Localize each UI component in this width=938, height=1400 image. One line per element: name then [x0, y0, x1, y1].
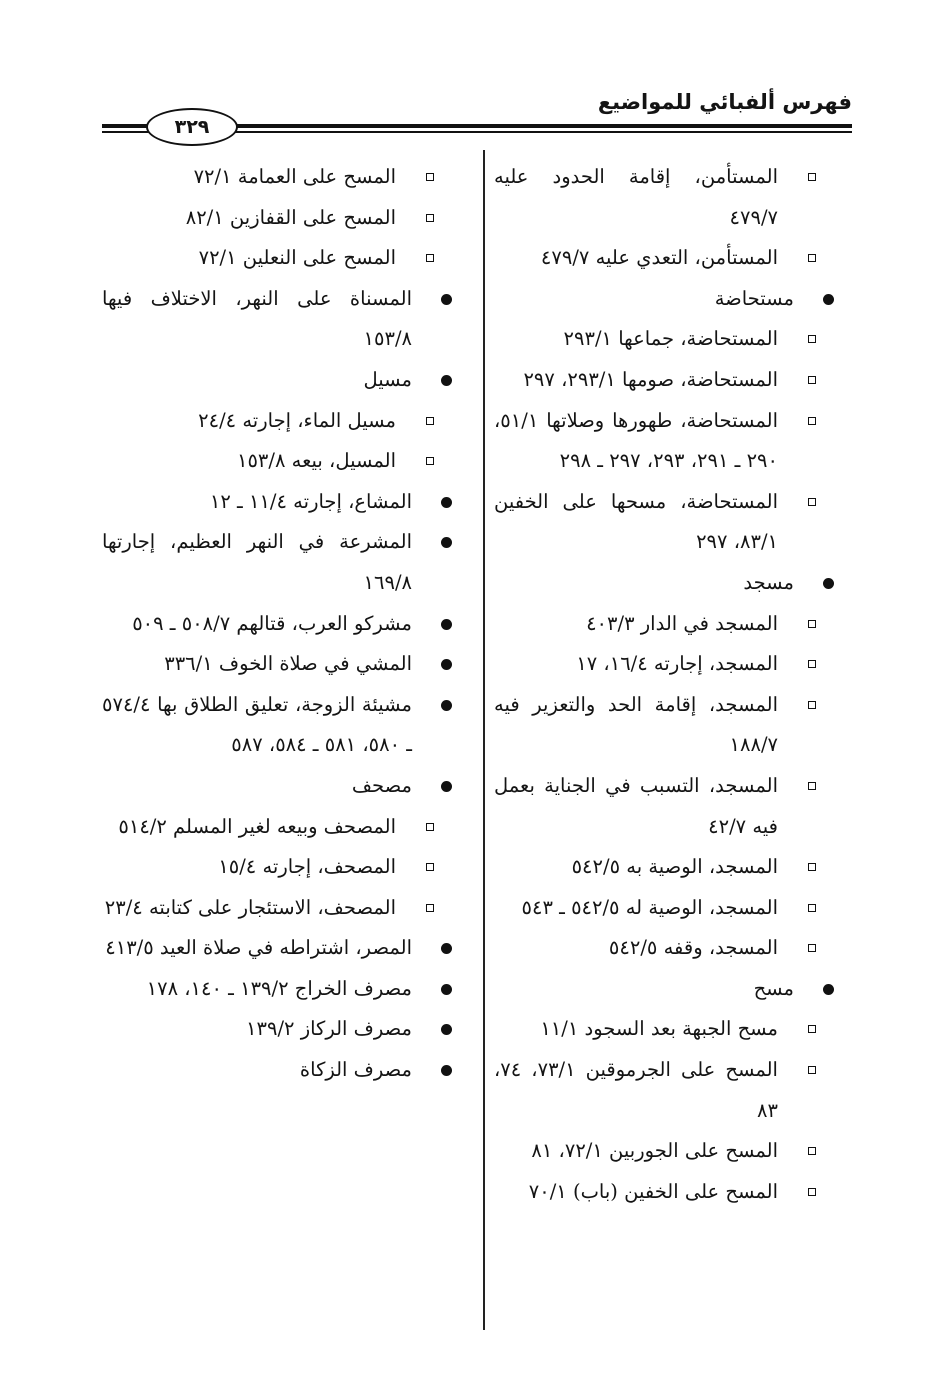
bullet-icon	[441, 537, 452, 548]
entry-text: مسيل	[363, 367, 412, 391]
index-entry-sub	[494, 360, 834, 401]
entry-text: المسجد، الوصية له ٥٤٢/٥ ـ ٥٤٣	[521, 895, 778, 919]
index-entry-main	[102, 766, 452, 807]
index-entry-sub	[494, 1050, 834, 1131]
square-bullet-icon	[426, 457, 434, 465]
square-bullet-icon	[808, 620, 816, 628]
bullet-icon	[823, 578, 834, 589]
entry-text: المصحف، الاستئجار على كتابته ٢٣/٤	[104, 895, 396, 919]
entry-text: المسح على الجرموقين ٧٣/١، ٧٤، ٨٣	[494, 1058, 778, 1122]
entry-text: مصرف الزكاة	[299, 1058, 412, 1082]
square-bullet-icon	[426, 214, 434, 222]
index-entry-sub	[494, 238, 834, 279]
square-bullet-icon	[808, 944, 816, 952]
square-bullet-icon	[808, 1147, 816, 1155]
square-bullet-icon	[808, 782, 816, 790]
index-entry-sub	[102, 157, 452, 198]
index-entry-sub	[494, 644, 834, 685]
square-bullet-icon	[808, 335, 816, 343]
index-entry-sub	[494, 685, 834, 766]
entry-text: المصر، اشتراطه في صلاة العيد ٤١٣/٥	[105, 936, 412, 960]
page-number: ٣٢٩	[146, 108, 238, 146]
bullet-icon	[441, 1024, 452, 1035]
index-entry-sub	[102, 401, 452, 442]
page-header	[102, 88, 852, 140]
right-column	[494, 157, 834, 1212]
entry-text: المسح على الخفين (باب) ٧٠/١	[528, 1179, 778, 1203]
index-entry-main	[102, 969, 452, 1010]
bullet-icon	[441, 659, 452, 670]
bullet-icon	[823, 294, 834, 305]
square-bullet-icon	[426, 254, 434, 262]
index-entry-main	[102, 928, 452, 969]
index-entry-sub	[494, 604, 834, 645]
index-entry-main	[102, 360, 452, 401]
entry-text: المسح على الجوربين ٧٢/١، ٨١	[531, 1139, 778, 1163]
index-entry-sub	[102, 441, 452, 482]
bullet-icon	[441, 294, 452, 305]
bullet-icon	[441, 1065, 452, 1076]
entry-text: المصحف وبيعه لغير المسلم ٥١٤/٢	[118, 814, 396, 838]
entry-text: مسيل الماء، إجارته ٢٤/٤	[198, 408, 396, 432]
index-entry-sub	[494, 766, 834, 847]
index-entry-main	[494, 969, 834, 1010]
square-bullet-icon	[808, 1025, 816, 1033]
index-entry-main	[102, 522, 452, 603]
index-entry-sub	[494, 1009, 834, 1050]
index-entry-main	[102, 482, 452, 523]
entry-text: مسح	[753, 976, 794, 1000]
entry-text: مسح الجبهة بعد السجود ١١/١	[540, 1017, 778, 1041]
square-bullet-icon	[426, 863, 434, 871]
index-entry-sub	[102, 238, 452, 279]
entry-text: المستأمن، إقامة الحدود عليه ٤٧٩/٧	[494, 165, 778, 229]
bullet-icon	[441, 700, 452, 711]
square-bullet-icon	[808, 254, 816, 262]
entry-text: المسجد في الدار ٤٠٣/٣	[586, 611, 778, 635]
entry-text: المستحاضة، صومها ٢٩٣/١، ٢٩٧	[523, 367, 778, 391]
entry-text: المشاع، إجارته ١١/٤ ـ ١٢	[209, 489, 412, 513]
square-bullet-icon	[808, 376, 816, 384]
entry-text: المسيل، بيعه ١٥٣/٨	[236, 449, 396, 473]
bullet-icon	[823, 984, 834, 995]
square-bullet-icon	[426, 417, 434, 425]
entry-text: مشيئة الزوجة، تعليق الطلاق بها ٥٧٤/٤ ـ ٥٨٠، ٥٨١ ـ ٥٨٤، ٥٨٧	[102, 692, 412, 757]
column-divider	[483, 150, 485, 1330]
square-bullet-icon	[808, 173, 816, 181]
index-entry-main	[494, 279, 834, 320]
entry-text: مصرف الركاز ١٣٩/٢	[246, 1017, 412, 1041]
index-entry-main	[102, 279, 452, 360]
index-entry-sub	[102, 198, 452, 239]
square-bullet-icon	[808, 701, 816, 709]
left-column	[102, 157, 452, 1091]
entry-text: المسجد، إقامة الحد والتعزير فيه ١٨٨/٧	[494, 692, 778, 757]
entry-text: المستحاضة، مسحها على الخفين ٨٣/١، ٢٩٧	[494, 489, 778, 554]
index-entry-main	[102, 1050, 452, 1091]
square-bullet-icon	[426, 823, 434, 831]
index-entry-main	[102, 644, 452, 685]
entry-text: مستحاضة	[714, 286, 794, 310]
index-entry-sub	[494, 928, 834, 969]
entry-text: المسجد، إجارته ١٦/٤، ١٧	[576, 652, 778, 676]
square-bullet-icon	[808, 660, 816, 668]
bullet-icon	[441, 943, 452, 954]
index-entry-main	[494, 563, 834, 604]
entry-text: المسح على النعلين ٧٢/١	[198, 246, 396, 270]
square-bullet-icon	[808, 1188, 816, 1196]
entry-text: مصرف الخراج ١٣٩/٢ ـ ١٤٠، ١٧٨	[146, 976, 412, 1000]
square-bullet-icon	[426, 173, 434, 181]
square-bullet-icon	[808, 417, 816, 425]
bullet-icon	[441, 619, 452, 630]
index-entry-sub	[494, 157, 834, 238]
index-entry-main	[102, 1009, 452, 1050]
index-entry-sub	[102, 888, 452, 929]
entry-text: المستحاضة، طهورها وصلاتها ٥١/١، ٢٩٠ ـ ٢٩١، ٢٩٣، ٢٩٧ ـ ٢٩٨	[494, 408, 778, 473]
bullet-icon	[441, 781, 452, 792]
entry-text: المصحف، إجارته ١٥/٤	[218, 855, 396, 879]
index-entry-sub	[494, 847, 834, 888]
entry-text: المسح على العمامة ٧٢/١	[193, 165, 396, 188]
square-bullet-icon	[808, 498, 816, 506]
square-bullet-icon	[808, 863, 816, 871]
entry-text: المسجد، التسبب في الجناية بعمل فيه ٤٢/٧	[494, 773, 778, 838]
entry-text: المسناة على النهر، الاختلاف فيها ١٥٣/٨	[102, 286, 412, 351]
bullet-icon	[441, 497, 452, 508]
entry-text: المستأمن، التعدي عليه ٤٧٩/٧	[540, 246, 778, 270]
bullet-icon	[441, 984, 452, 995]
entry-text: مصحف	[351, 773, 412, 797]
index-entry-sub	[494, 1172, 834, 1213]
entry-text: المشرعة في النهر العظيم، إجارتها ١٦٩/٨	[102, 530, 412, 594]
index-entry-sub	[494, 401, 834, 482]
square-bullet-icon	[808, 1066, 816, 1074]
index-entry-sub	[494, 888, 834, 929]
square-bullet-icon	[426, 904, 434, 912]
index-entry-sub	[494, 319, 834, 360]
page-title: فهرس ألفبائي للمواضيع	[597, 90, 852, 114]
index-entry-sub	[494, 1131, 834, 1172]
entry-text: المسح على القفازين ٨٢/١	[185, 205, 396, 229]
index-entry-sub	[494, 482, 834, 563]
entry-text: المسجد، الوصية به ٥٤٢/٥	[571, 855, 778, 879]
index-entry-main	[102, 685, 452, 766]
index-entry-sub	[102, 807, 452, 848]
entry-text: المسجد، وقفه ٥٤٢/٥	[608, 936, 778, 960]
entry-text: المستحاضة، جماعها ٢٩٣/١	[563, 327, 778, 351]
entry-text: مشركو العرب، قتالهم ٥٠٨/٧ ـ ٥٠٩	[132, 611, 412, 635]
entry-text: المشي في صلاة الخوف ٣٣٦/١	[164, 652, 412, 676]
entry-text: مسجد	[743, 570, 794, 594]
bullet-icon	[441, 375, 452, 386]
square-bullet-icon	[808, 904, 816, 912]
index-entry-sub	[102, 847, 452, 888]
index-entry-main	[102, 604, 452, 645]
